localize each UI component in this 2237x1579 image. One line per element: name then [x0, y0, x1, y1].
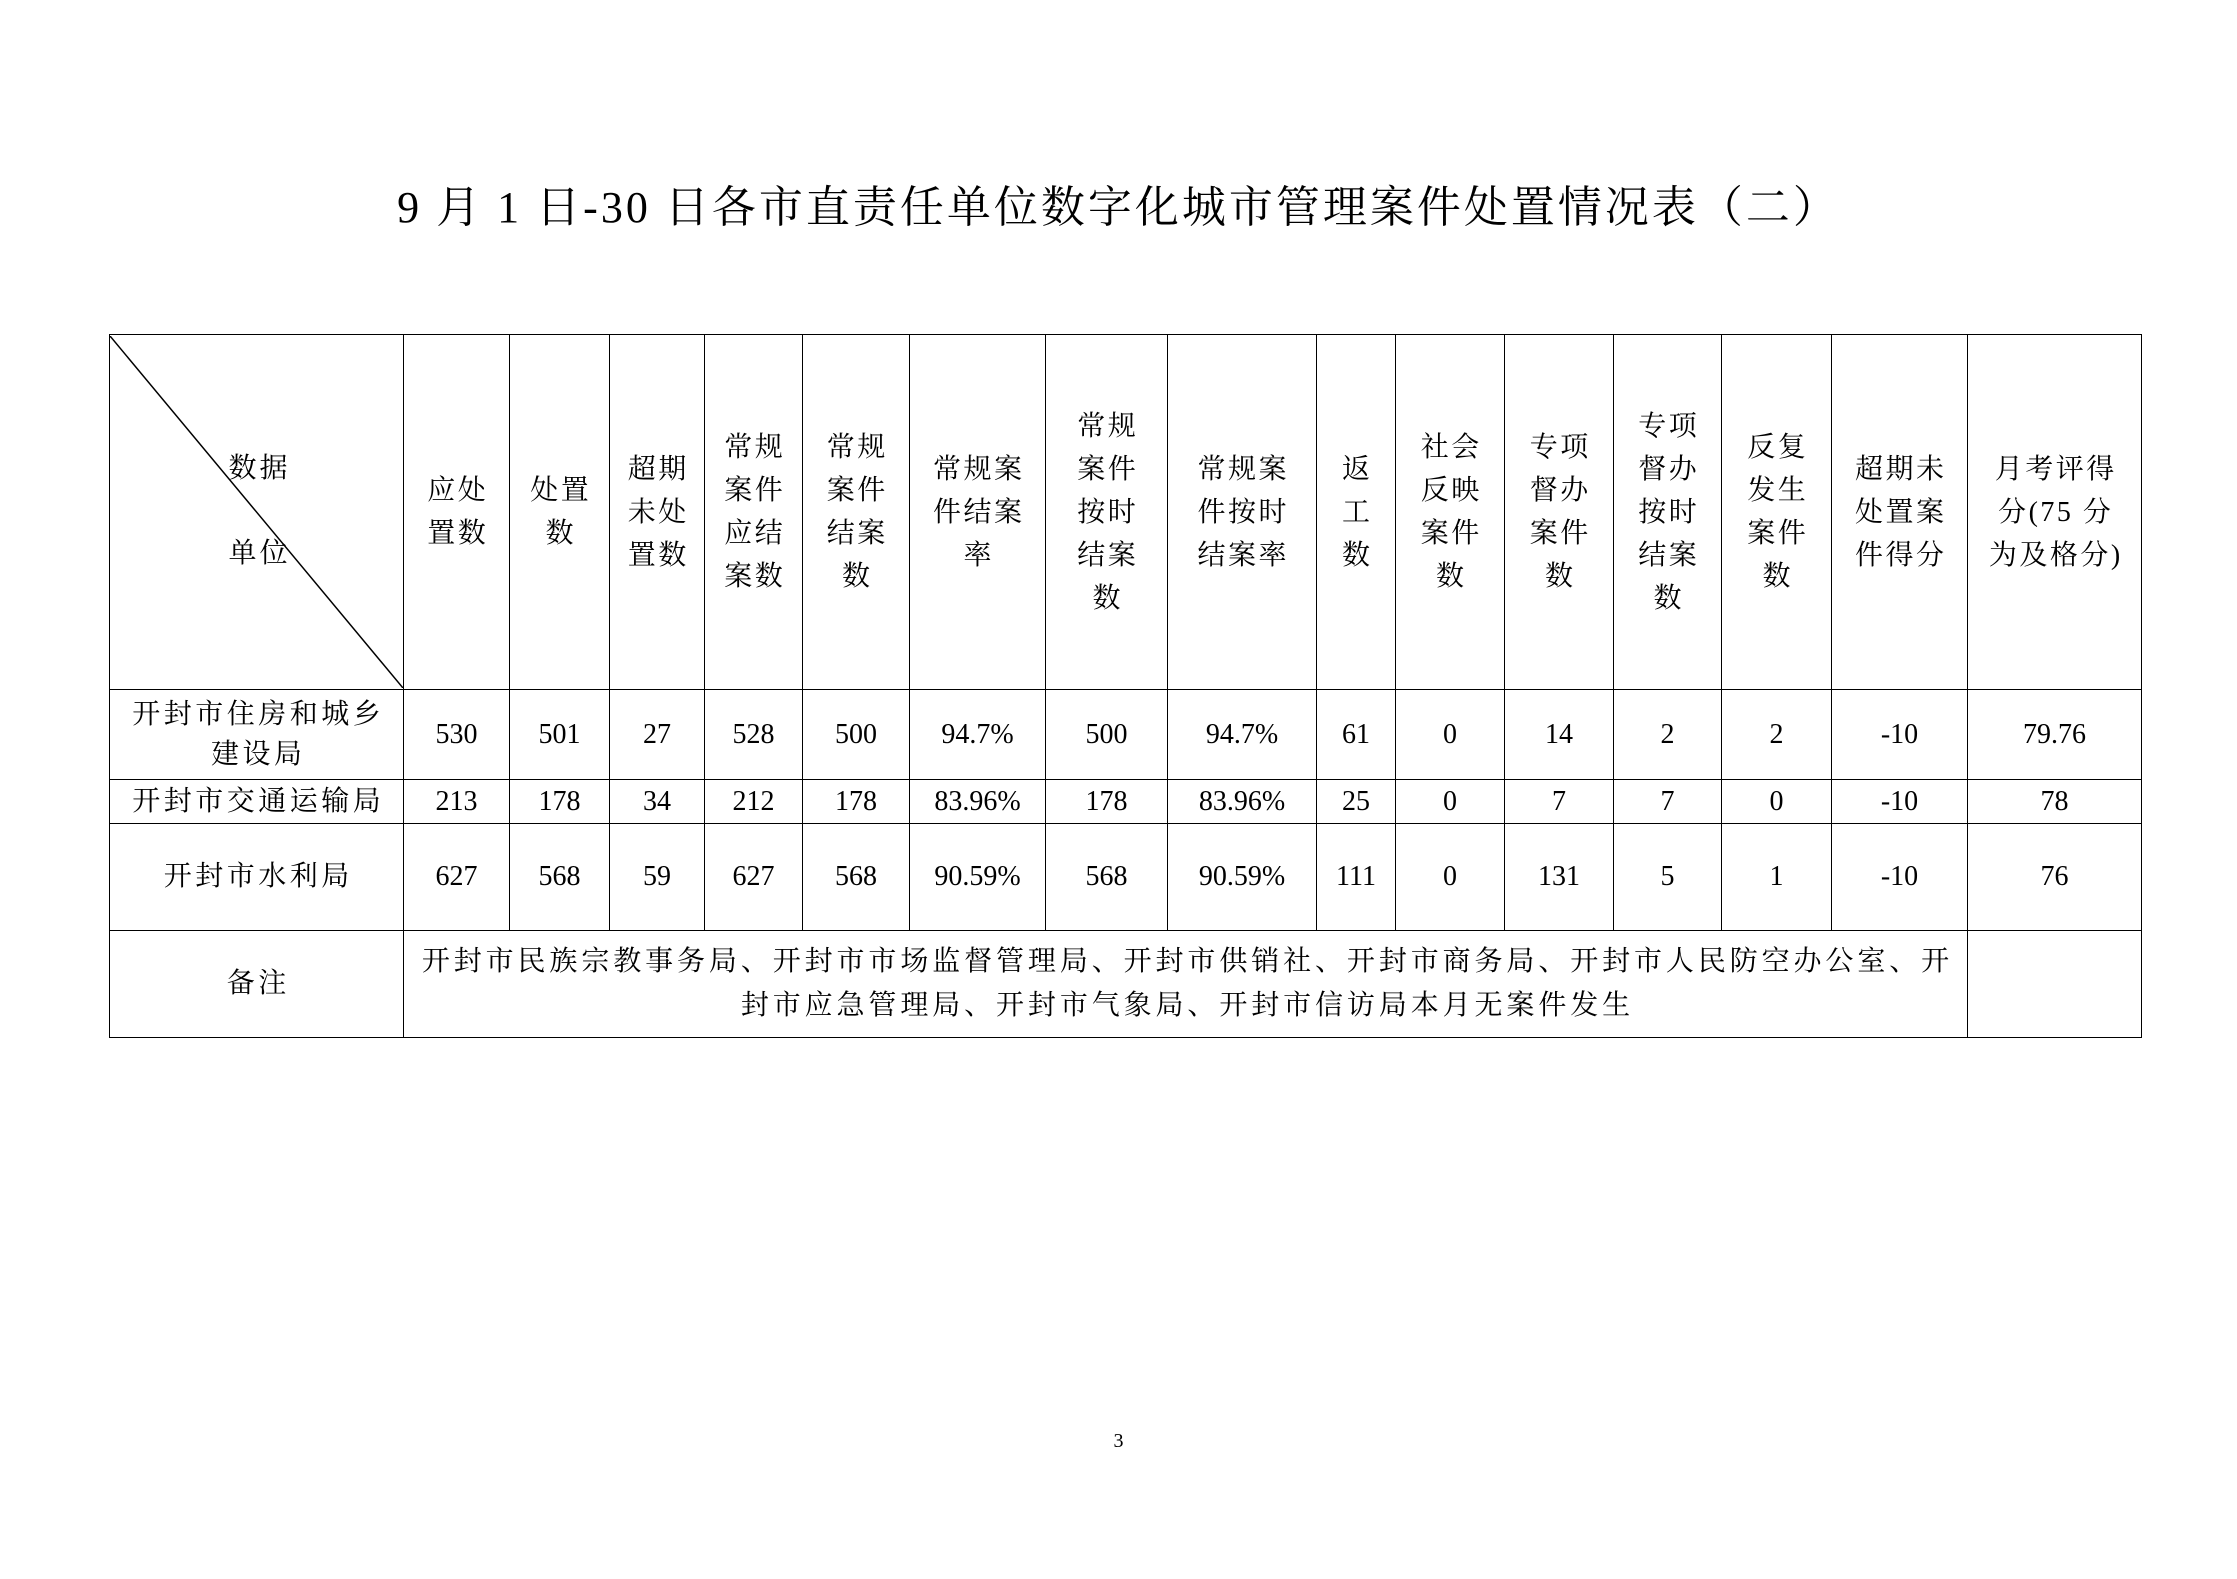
value-cell: 14: [1505, 690, 1614, 780]
header-line: 结案: [1077, 539, 1139, 571]
header-line: 工: [1341, 496, 1373, 528]
remark-label: 备注: [226, 968, 290, 999]
unit-name-line: 建设局: [210, 738, 306, 770]
remark-text-line: 封市应急管理局、开封市气象局、开封市信访局本月无案件发生: [740, 990, 1635, 1021]
header-line: 数: [1544, 561, 1576, 592]
header-line: 结案率: [1197, 539, 1289, 571]
header-line: 置数: [627, 539, 689, 571]
page-number: 3: [1113, 1430, 1124, 1452]
header-line: 数: [545, 518, 576, 549]
value-cell: -10: [1832, 780, 1968, 824]
value-cell: 2: [1722, 690, 1832, 780]
value-cell: 5: [1614, 824, 1722, 931]
header-line: 案件: [724, 475, 786, 506]
header-line: 案数: [724, 561, 786, 592]
header-line: 反映: [1420, 475, 1482, 506]
value-cell: 0: [1396, 780, 1505, 824]
unit-name-line: 开封市住房和城乡: [132, 698, 385, 730]
value-cell: 27: [610, 690, 705, 780]
value-cell: 0: [1722, 780, 1832, 824]
unit-name-cell: [110, 690, 404, 780]
value-cell: -10: [1832, 690, 1968, 780]
header-line: 置数: [427, 518, 489, 549]
table-row: [110, 690, 2142, 780]
value-cell: 78: [1968, 780, 2142, 824]
header-recurring-count: [1722, 335, 1832, 690]
header-line: 率: [963, 539, 994, 571]
header-line: 分(75 分: [1998, 496, 2114, 528]
case-handling-table: [109, 334, 2142, 1038]
value-cell: 7: [1614, 780, 1722, 824]
header-routine-ontime-closed-count: [1046, 335, 1168, 690]
header-line: 专项: [1638, 410, 1700, 442]
value-cell: 2: [1614, 690, 1722, 780]
value-cell: 76: [1968, 824, 2142, 931]
header-line: 督办: [1529, 475, 1591, 506]
value-cell: 59: [610, 824, 705, 931]
unit-name-cell: [110, 780, 404, 824]
value-cell: -10: [1832, 824, 1968, 931]
value-cell: 25: [1317, 780, 1396, 824]
table-row: [110, 824, 2142, 931]
corner-cell: [110, 335, 404, 690]
header-overdue-unhandled-count: [610, 335, 705, 690]
diagonal-line: [110, 336, 403, 688]
header-line: 常规案: [1197, 453, 1289, 485]
value-cell: 83.96%: [910, 780, 1046, 824]
value-cell: 627: [404, 824, 510, 931]
value-cell: 627: [705, 824, 803, 931]
page-title: 9 月 1 日-30 日各市直责任单位数字化城市管理案件处置情况表（二）: [397, 183, 1840, 232]
header-line: 案件: [1077, 453, 1139, 485]
value-cell: 568: [1046, 824, 1168, 931]
header-line: 返: [1341, 453, 1373, 485]
value-cell: 83.96%: [1168, 780, 1317, 824]
remark-text-line: 开封市民族宗教事务局、开封市市场监督管理局、开封市供销社、开封市商务局、开封市人民防空办公室、开: [421, 946, 1954, 977]
header-line: 超期: [627, 453, 689, 485]
header-handled-count: [510, 335, 610, 690]
header-special-ontime-closed-count: [1614, 335, 1722, 690]
value-cell: 568: [803, 824, 910, 931]
value-cell: 178: [803, 780, 910, 824]
value-cell: 0: [1396, 690, 1505, 780]
header-line: 督办: [1638, 453, 1700, 485]
remark-empty-cell: [1968, 931, 2142, 1038]
header-line: 常规: [826, 432, 888, 463]
value-cell: 7: [1505, 780, 1614, 824]
remark-label-cell: [110, 931, 404, 1038]
header-line: 案件: [1420, 518, 1482, 549]
header-line: 按时: [1638, 496, 1700, 528]
header-line: 发生: [1747, 475, 1809, 506]
header-line: 案件: [826, 475, 888, 506]
header-routine-ontime-close-rate: [1168, 335, 1317, 690]
corner-box: [110, 336, 403, 688]
value-cell: 501: [510, 690, 610, 780]
remark-row: [110, 931, 2142, 1038]
header-line: 未处: [627, 496, 689, 528]
unit-name-line: 开封市水利局: [163, 861, 353, 892]
corner-label-unit: 单位: [228, 538, 291, 569]
header-due-count: [404, 335, 510, 690]
header-line: 应处: [427, 475, 489, 506]
header-line: 月考评得: [1994, 453, 2117, 485]
value-cell: 528: [705, 690, 803, 780]
header-line: 件得分: [1854, 539, 1947, 571]
header-line: 数: [1435, 561, 1467, 592]
header-line: 数: [1092, 582, 1123, 614]
value-cell: 1: [1722, 824, 1832, 931]
value-cell: 500: [803, 690, 910, 780]
header-line: 按时: [1077, 496, 1139, 528]
value-cell: 568: [510, 824, 610, 931]
value-cell: 500: [1046, 690, 1168, 780]
header-line: 数: [1762, 561, 1793, 592]
remark-text-cell: [404, 931, 1968, 1038]
unit-name-line: 开封市交通运输局: [132, 785, 385, 817]
header-line: 件结案: [932, 496, 1025, 528]
header-line: 件按时: [1197, 496, 1289, 528]
header-routine-due-close-count: [705, 335, 803, 690]
value-cell: 34: [610, 780, 705, 824]
header-line: 常规: [724, 432, 786, 463]
header-line: 社会: [1420, 432, 1482, 463]
value-cell: 61: [1317, 690, 1396, 780]
value-cell: 94.7%: [910, 690, 1046, 780]
value-cell: 94.7%: [1168, 690, 1317, 780]
header-monthly-score: [1968, 335, 2142, 690]
value-cell: 90.59%: [910, 824, 1046, 931]
value-cell: 178: [1046, 780, 1168, 824]
value-cell: 0: [1396, 824, 1505, 931]
value-cell: 178: [510, 780, 610, 824]
header-line: 反复: [1747, 432, 1809, 463]
value-cell: 111: [1317, 824, 1396, 931]
value-cell: 212: [705, 780, 803, 824]
corner-label-data: 数据: [228, 453, 291, 484]
header-line: 处置: [530, 475, 592, 506]
header-line: 结案: [826, 518, 888, 549]
header-routine-close-rate: [910, 335, 1046, 690]
value-cell: 90.59%: [1168, 824, 1317, 931]
header-line: 超期未: [1854, 453, 1947, 485]
value-cell: 131: [1505, 824, 1614, 931]
unit-name-cell: [110, 824, 404, 931]
header-line: 专项: [1529, 432, 1591, 463]
header-line: 应结: [724, 518, 786, 549]
header-line: 处置案: [1854, 496, 1947, 528]
header-line: 数: [1341, 539, 1373, 571]
header-line: 结案: [1638, 539, 1700, 571]
value-cell: 79.76: [1968, 690, 2142, 780]
header-public-report-count: [1396, 335, 1505, 690]
header-overdue-score: [1832, 335, 1968, 690]
header-special-supervision-count: [1505, 335, 1614, 690]
header-line: 数: [841, 561, 873, 592]
header-line: 常规: [1077, 410, 1139, 442]
header-line: 常规案: [932, 453, 1025, 485]
header-line: 为及格分): [1988, 539, 2123, 571]
header-line: 案件: [1529, 518, 1591, 549]
table-row: [110, 780, 2142, 824]
value-cell: 213: [404, 780, 510, 824]
header-row: [110, 335, 2142, 690]
value-cell: 530: [404, 690, 510, 780]
header-line: 数: [1653, 582, 1684, 614]
header-rework-count: [1317, 335, 1396, 690]
header-routine-closed-count: [803, 335, 910, 690]
header-line: 案件: [1747, 518, 1809, 549]
